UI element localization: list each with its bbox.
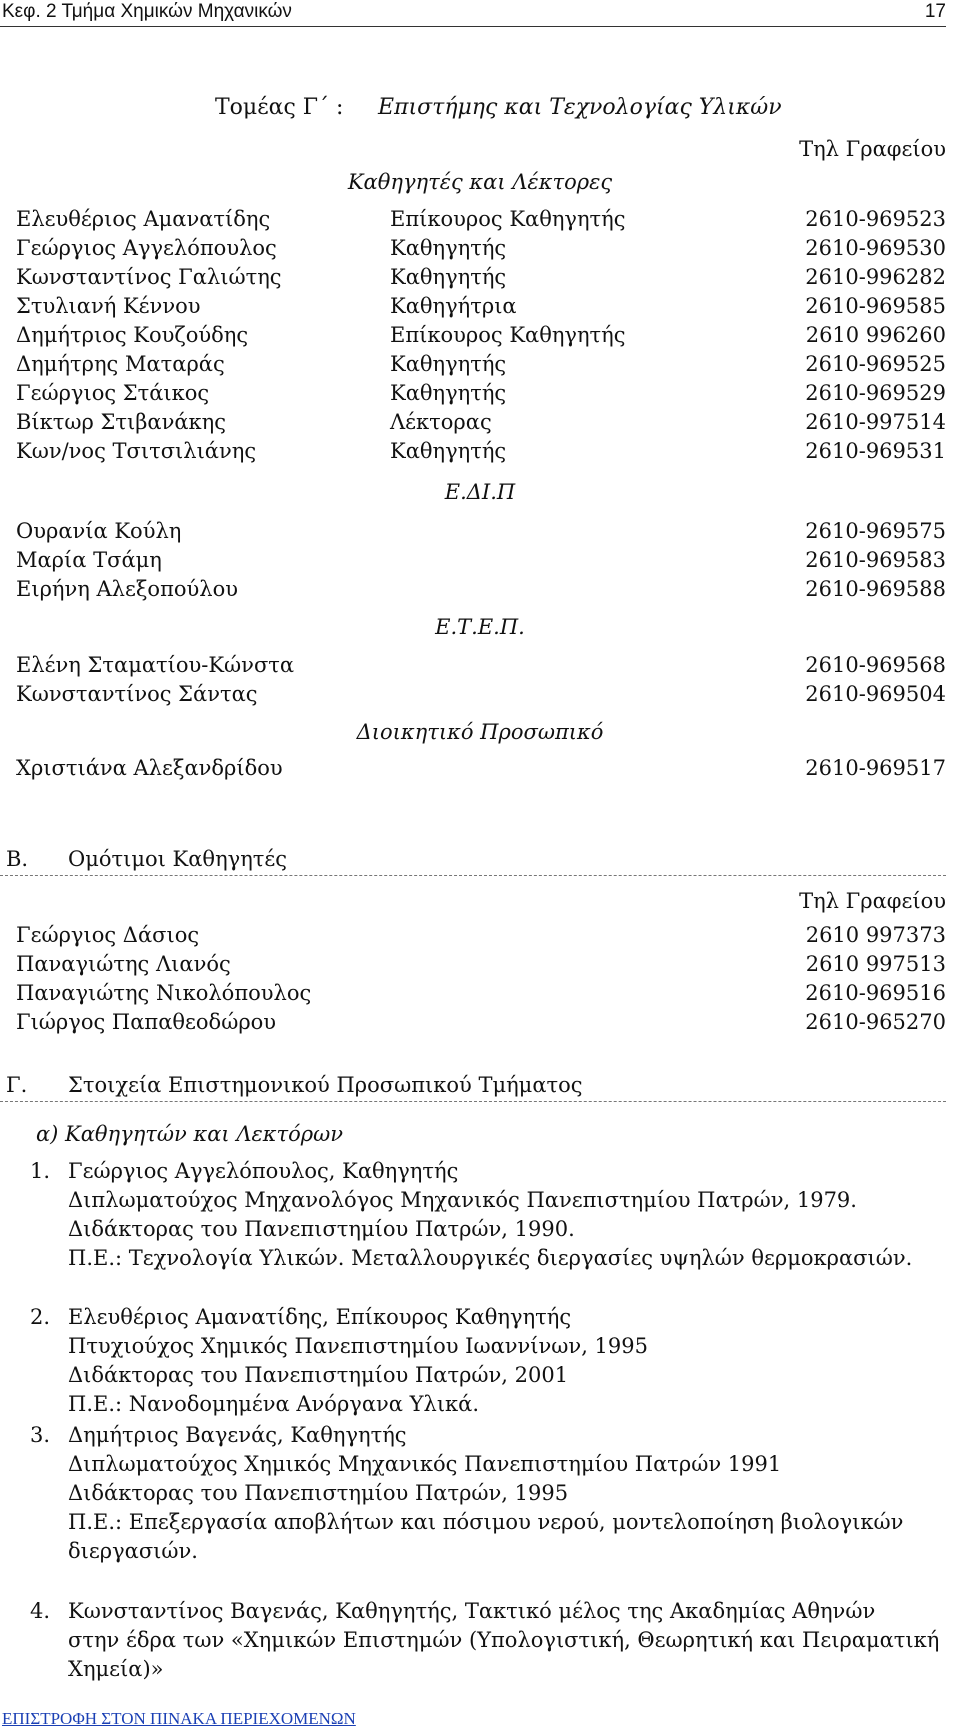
staff-name: Κων/νος Τσιτσιλιάνης [16, 439, 257, 463]
staff-title: Καθηγητής [390, 439, 507, 463]
staff-title: Επίκουρος Καθηγητής [390, 207, 626, 231]
profile-detail: διεργασιών. [68, 1539, 198, 1563]
staff-row [0, 437, 946, 466]
category-edip: Ε.ΔΙ.Π [444, 480, 516, 504]
profile-name: Κωνσταντίνος Βαγενάς, Καθηγητής, Τακτικό μέλος της Ακαδημίας Αθηνών [68, 1599, 876, 1623]
profile-detail: Πτυχιούχος Χημικός Πανεπιστημίου Ιωαννίνων, 1995 [68, 1334, 648, 1358]
staff-row [0, 321, 946, 350]
staff-name: Γιώργος Παπαθεοδώρου [16, 1010, 277, 1034]
profile-number: 1. [30, 1159, 51, 1183]
staff-name: Ουρανία Κούλη [16, 519, 182, 543]
staff-title: Καθηγήτρια [390, 294, 517, 318]
staff-name: Βίκτωρ Στιβανάκης [16, 410, 226, 434]
staff-phone: 2610 997513 [805, 952, 946, 976]
staff-row [0, 546, 946, 575]
staff-phone: 2610-997514 [805, 410, 946, 434]
category-admin: Διοικητικό Προσωπικό [356, 720, 604, 744]
staff-phone: 2610-996282 [805, 265, 946, 289]
staff-row [0, 234, 946, 263]
staff-phone: 2610-969517 [805, 756, 946, 780]
staff-phone: 2610-969583 [805, 548, 946, 572]
staff-name: Κωνσταντίνος Σάντας [16, 682, 258, 706]
staff-name: Ελένη Σταματίου-Κώνστα [16, 653, 295, 677]
profile-detail: Π.Ε.: Επεξεργασία αποβλήτων και πόσιμου νερού, μοντελοποίηση βιολογικών [68, 1510, 904, 1534]
staff-title: Λέκτορας [390, 410, 492, 434]
profile-detail: Διπλωματούχος Μηχανολόγος Μηχανικός Πανεπιστημίου Πατρών, 1979. [68, 1188, 857, 1212]
staff-row [0, 263, 946, 292]
staff-row [0, 350, 946, 379]
category-faculty: Καθηγητές και Λέκτορες [347, 170, 613, 194]
staff-phone: 2610-969523 [805, 207, 946, 231]
staff-name: Γεώργιος Δάσιος [16, 923, 200, 947]
staff-row [0, 651, 946, 680]
sector-heading [0, 93, 946, 123]
profile-name: Ελευθέριος Αμανατίδης, Επίκουρος Καθηγητής [68, 1305, 572, 1329]
staff-title: Καθηγητής [390, 352, 507, 376]
staff-name: Ειρήνη Αλεξοπούλου [16, 577, 239, 601]
staff-name: Χριστιάνα Αλεξανδρίδου [16, 756, 283, 780]
staff-row [0, 754, 946, 783]
staff-phone: 2610-965270 [805, 1010, 946, 1034]
staff-phone: 2610 996260 [805, 323, 946, 347]
profile-detail: στην έδρα των «Χημικών Επιστημών (Υπολογιστική, Θεωρητική και Πειραματική [68, 1628, 940, 1652]
staff-row [0, 1008, 946, 1037]
profile-name: Δημήτριος Βαγενάς, Καθηγητής [68, 1423, 407, 1447]
staff-phone: 2610-969516 [805, 981, 946, 1005]
staff-phone: 2610 997373 [805, 923, 946, 947]
profile-detail: Διπλωματούχος Χημικός Μηχανικός Πανεπιστημίου Πατρών 1991 [68, 1452, 782, 1476]
profile-number: 4. [30, 1599, 51, 1623]
staff-name: Γεώργιος Στάικος [16, 381, 210, 405]
staff-row [0, 979, 946, 1008]
profile-detail: Π.Ε.: Τεχνολογία Υλικών. Μεταλλουργικές διεργασίες υψηλών θερμοκρασιών. [68, 1246, 913, 1270]
staff-name: Μαρία Τσάμη [16, 548, 162, 572]
section-b-letter: Β. [6, 847, 29, 871]
staff-phone: 2610-969530 [805, 236, 946, 260]
staff-phone: 2610-969585 [805, 294, 946, 318]
staff-row [0, 205, 946, 234]
profile-detail: Χημεία)» [68, 1657, 164, 1681]
staff-phone: 2610-969531 [805, 439, 946, 463]
profile-detail: Διδάκτορας του Πανεπιστημίου Πατρών, 2001 [68, 1363, 569, 1387]
page-number: 17 [924, 1, 946, 22]
staff-row [0, 950, 946, 979]
staff-row [0, 379, 946, 408]
staff-phone: 2610-969575 [805, 519, 946, 543]
page-header [0, 0, 946, 27]
chapter-title: Κεφ. 2 Τμήμα Χημικών Μηχανικών [2, 1, 292, 22]
staff-row [0, 408, 946, 437]
staff-name: Ελευθέριος Αμανατίδης [16, 207, 271, 231]
staff-name: Παναγιώτης Λιανός [16, 952, 231, 976]
staff-title: Επίκουρος Καθηγητής [390, 323, 626, 347]
staff-row [0, 575, 946, 604]
staff-phone: 2610-969504 [805, 682, 946, 706]
profile-detail: Διδάκτορας του Πανεπιστημίου Πατρών, 1995 [68, 1481, 569, 1505]
staff-phone: 2610-969568 [805, 653, 946, 677]
staff-row [0, 292, 946, 321]
profile-name: Γεώργιος Αγγελόπουλος, Καθηγητής [68, 1159, 459, 1183]
staff-name: Στυλιανή Κέννου [16, 294, 201, 318]
section-c-heading [0, 1071, 946, 1102]
staff-row [0, 921, 946, 950]
category-etep: Ε.Τ.Ε.Π. [435, 615, 525, 639]
staff-title: Καθηγητής [390, 381, 507, 405]
section-c-letter: Γ. [6, 1073, 28, 1097]
staff-title: Καθηγητής [390, 265, 507, 289]
staff-row [0, 517, 946, 546]
profile-number: 3. [30, 1423, 51, 1447]
staff-phone: 2610-969588 [805, 577, 946, 601]
phone-column-header: Τηλ Γραφείου [799, 137, 946, 161]
sector-label: Τομέας Γ΄ : [215, 95, 344, 120]
sector-name: Επιστήμης και Τεχνολογίας Υλικών [378, 95, 782, 120]
section-c-label: Στοιχεία Επιστημονικού Προσωπικού Τμήματος [68, 1073, 583, 1097]
section-b-phone-header: Τηλ Γραφείου [799, 889, 946, 913]
profile-number: 2. [30, 1305, 51, 1329]
staff-name: Κωνσταντίνος Γαλιώτης [16, 265, 282, 289]
section-c-subheading: α) Καθηγητών και Λεκτόρων [36, 1122, 344, 1146]
staff-name: Δημήτρης Ματαράς [16, 352, 225, 376]
staff-phone: 2610-969525 [805, 352, 946, 376]
staff-phone: 2610-969529 [805, 381, 946, 405]
staff-name: Γεώργιος Αγγελόπουλος [16, 236, 277, 260]
staff-row [0, 680, 946, 709]
staff-title: Καθηγητής [390, 236, 507, 260]
section-b-heading [0, 845, 946, 876]
back-to-contents-link[interactable]: ΕΠΙΣΤΡΟΦΗ ΣΤΟΝ ΠΙΝΑΚΑ ΠΕΡΙΕΧΟΜΕΝΩΝ [2, 1709, 356, 1728]
profile-detail: Διδάκτορας του Πανεπιστημίου Πατρών, 1990. [68, 1217, 575, 1241]
staff-name: Παναγιώτης Νικολόπουλος [16, 981, 312, 1005]
staff-name: Δημήτριος Κουζούδης [16, 323, 249, 347]
section-b-label: Ομότιμοι Καθηγητές [68, 847, 288, 871]
profile-detail: Π.Ε.: Νανοδομημένα Ανόργανα Υλικά. [68, 1392, 480, 1416]
